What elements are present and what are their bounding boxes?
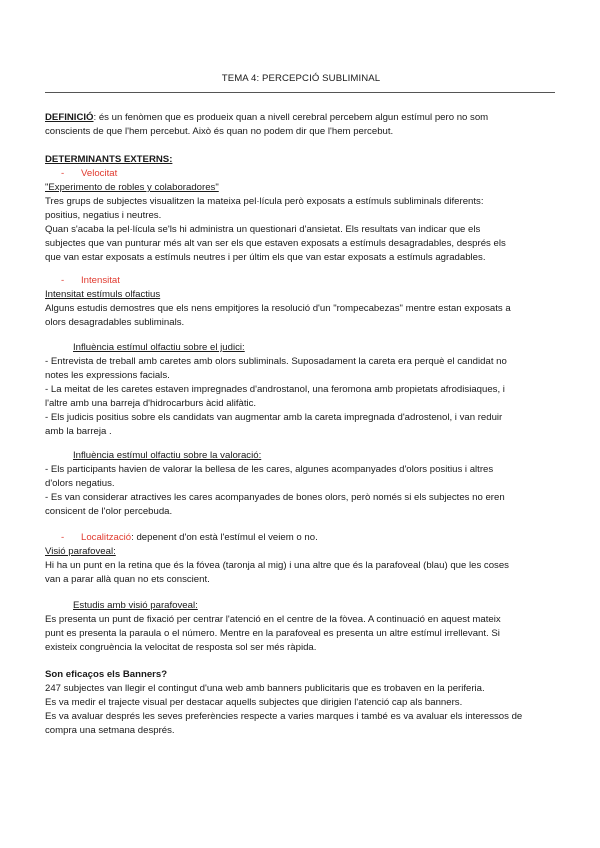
banners-line: compra una setmana després. xyxy=(45,725,175,736)
localitzacio-text: : depenent d'on està l'estímul el veiem o no. xyxy=(131,532,318,543)
velocitat-subtitle: "Experimento de robles y colaboradores" xyxy=(45,182,219,193)
valoracio-line: d'olors negatius. xyxy=(45,478,115,489)
estudis-heading: Estudis amb visió parafoveal: xyxy=(73,600,198,611)
intensitat-line: olors desagradables subliminals. xyxy=(45,317,185,328)
judici-line: - Entrevista de treball amb caretes amb olors subliminals. Suposadament la careta era perquè el candidat no xyxy=(45,356,507,367)
localitzacio-section xyxy=(45,531,557,587)
banners-section xyxy=(45,668,557,738)
velocitat-line: positius, negatius i neutres. xyxy=(45,210,162,221)
judici-line: l'altre amb una barreja d'hidrocarburs àcid alifàtic. xyxy=(45,398,257,409)
estudis-section xyxy=(45,599,557,655)
parafoveal-subtitle: Visió parafoveal: xyxy=(45,546,116,557)
banners-line: Es va medir el trajecte visual per destacar aquells subjectes que dirigien l'atenció cap als banners. xyxy=(45,697,463,708)
intensitat-heading xyxy=(45,274,557,288)
bullet-dash: - xyxy=(61,275,65,286)
valoracio-line: consicent de l'olor percebuda. xyxy=(45,506,173,517)
banners-line: Es va avaluar després les seves preferències respecte a varies marques i també es va avaluar els interessos de xyxy=(45,711,523,722)
judici-line: - Els judicis positius sobre els candidats van augmentar amb la careta impregnada d'adrostenol, i van reduir xyxy=(45,412,503,423)
determinants-section xyxy=(45,153,557,265)
valoracio-heading: Influència estímul olfactiu sobre la valoració: xyxy=(73,450,262,461)
estudis-line: existeix congruència la velocitat de resposta sol ser més ràpida. xyxy=(45,642,317,653)
velocitat-label: Velocitat xyxy=(81,168,118,179)
intensitat-section xyxy=(45,274,557,330)
banners-heading: Son eficaços els Banners? xyxy=(45,669,168,680)
velocitat-line: Tres grups de subjectes visualitzen la mateixa pel·lícula però exposats a estímuls subliminals diferents: xyxy=(45,196,484,207)
banners-line: 247 subjectes van llegir el contingut d'una web amb banners publicitaris que es trobaven en la periferia. xyxy=(45,683,485,694)
localitzacio-label: Localització xyxy=(81,532,132,543)
judici-line: amb la barreja . xyxy=(45,426,112,437)
definition-line-1 xyxy=(45,111,557,125)
intensitat-label: Intensitat xyxy=(81,275,120,286)
velocitat-line: subjectes que van punturar més alt van ser els que estaven exposats a estímuls desagradables, després els xyxy=(45,238,506,249)
definition-section xyxy=(45,111,557,139)
parafoveal-line: van a parar allà quan no ets conscient. xyxy=(45,574,210,585)
valoracio-line: - Es van considerar atractives les cares acompanyades de bones olors, però només si els subjectes no eren xyxy=(45,492,505,503)
page-title: TEMA 4: PERCEPCIÓ SUBLIMINAL xyxy=(221,73,381,84)
title-divider xyxy=(45,92,555,93)
localitzacio-heading xyxy=(45,531,557,545)
determinants-heading: DETERMINANTS EXTERNS: xyxy=(45,154,173,165)
velocitat-line: que van estar exposats a estímuls neutres i per últim els que van estar exposats a estímuls agradables. xyxy=(45,252,486,263)
intensitat-subtitle: Intensitat estímuls olfactius xyxy=(45,289,161,300)
bullet-dash: - xyxy=(61,168,65,179)
valoracio-line: - Els participants havien de valorar la bellesa de les cares, algunes acompanyades d'olors positius i altres xyxy=(45,464,494,475)
estudis-line: Es presenta un punt de fixació per centrar l'atenció en el centre de la fòvea. A continuació en aquest mateix xyxy=(45,614,501,625)
bullet-dash: - xyxy=(61,532,65,543)
definition-line-2: conscients de que l'hem percebut. Això és quan no podem dir que l'hem percebut. xyxy=(45,126,394,137)
velocitat-line: Quan s'acaba la pel·lícula se'ls hi administra un questionari d'ansietat. Els resultats van indicar que els xyxy=(45,224,481,235)
definition-label: DEFINICIÓ xyxy=(45,112,94,123)
definition-text-1: : és un fenòmen que es produeix quan a nivell cerebral percebem algun estímul pero no som xyxy=(93,112,489,123)
valoracio-section xyxy=(45,449,557,519)
velocitat-heading xyxy=(45,167,557,181)
estudis-line: punt es presenta la paraula o el número. Mentre en la parafoveal es presenta un altre estímul irrellevant. Si xyxy=(45,628,500,639)
judici-section xyxy=(45,341,557,439)
judici-line: - La meitat de les caretes estaven impregnades d'androstanol, una feromona amb propietats afrodisiaques, i xyxy=(45,384,505,395)
intensitat-line: Alguns estudis demostres que els nens empitjores la resolució d'un "rompecabezas" mentre estan exposats a xyxy=(45,303,511,314)
judici-heading: Influència estímul olfactiu sobre el judici: xyxy=(73,342,245,353)
judici-line: notes les expressions facials. xyxy=(45,370,170,381)
parafoveal-line: Hi ha un punt en la retina que és la fóvea (taronja al mig) i una altre que és la parafoveal (blau) que les coses xyxy=(45,560,509,571)
